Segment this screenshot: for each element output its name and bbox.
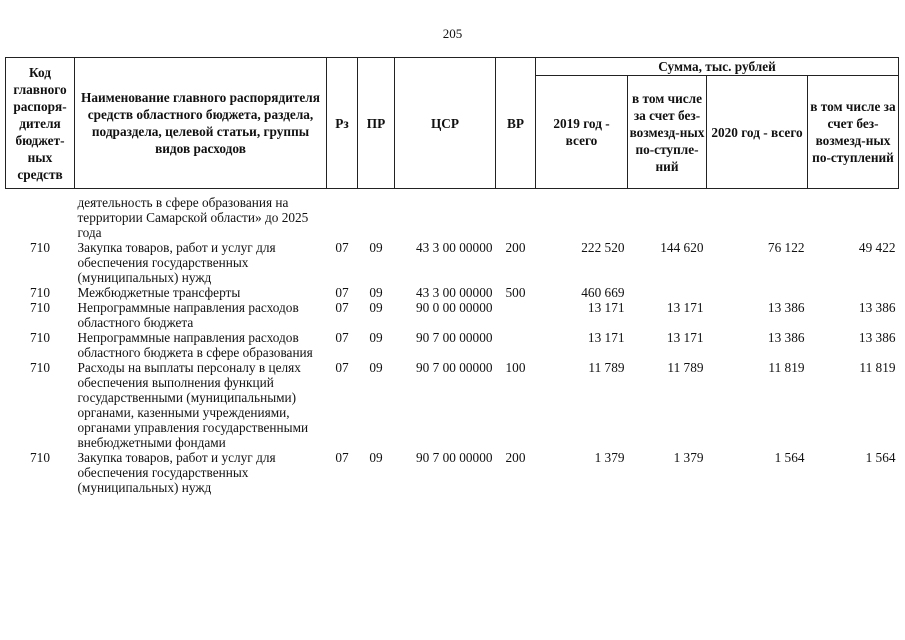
- row-code: 710: [30, 360, 50, 375]
- row-2020-free: 11 819: [859, 360, 896, 375]
- row-csr: [395, 195, 496, 240]
- row-vr: 100: [505, 360, 526, 375]
- header-code: Код главного распоря-дителя бюджет-ных средств: [6, 58, 75, 189]
- row-vr: 200: [505, 450, 526, 465]
- row-2020-free: 1 564: [865, 450, 896, 465]
- header-csr: ЦСР: [395, 58, 496, 189]
- row-2019-total: 222 520: [581, 240, 625, 255]
- header-2019-free: в том числе за счет без-возмезд-ных по-ступле-ний: [628, 76, 707, 189]
- row-name: деятельность в сфере образования на территории Самарской области» до 2025 года: [77, 195, 309, 240]
- row-pr: 09: [369, 285, 383, 300]
- header-vr: ВР: [496, 58, 536, 189]
- row-2019-total: 460 669: [581, 285, 625, 300]
- page-number: 205: [442, 26, 463, 41]
- header-2020-free: в том числе за счет без-возмезд-ных по-ступлений: [808, 76, 899, 189]
- row-rz: 07: [335, 360, 349, 375]
- row-csr: 90 7 00 00000: [416, 330, 493, 345]
- row-code: 710: [30, 330, 50, 345]
- row-vr: [496, 300, 536, 330]
- row-csr: 43 3 00 00000: [416, 240, 493, 255]
- row-2019-free: [628, 285, 707, 300]
- row-pr: 09: [369, 360, 383, 375]
- row-csr: 90 7 00 00000: [416, 450, 493, 465]
- row-2020-total: [707, 195, 808, 240]
- row-rz: 07: [335, 300, 349, 315]
- table-row: [6, 195, 899, 240]
- row-2019-total: 13 171: [587, 330, 625, 345]
- table-row: [6, 285, 899, 300]
- row-2020-total: [707, 285, 808, 300]
- header-rz: Рз: [327, 58, 358, 189]
- row-rz: 07: [335, 285, 349, 300]
- row-2019-total: 13 171: [587, 300, 625, 315]
- row-2019-total: 11 789: [588, 360, 625, 375]
- row-csr: 90 7 00 00000: [416, 360, 493, 375]
- row-2019-total: [536, 195, 628, 240]
- row-2020-free: [808, 285, 899, 300]
- header-2019-total: 2019 год - всего: [536, 76, 628, 189]
- row-code: 710: [30, 285, 50, 300]
- header-name: Наименование главного распорядителя средств областного бюджета, раздела, подраздела, целевой статьи, группы видов расходов: [75, 58, 327, 189]
- row-2020-total: 13 386: [767, 330, 805, 345]
- row-2019-free: [628, 195, 707, 240]
- row-rz: [327, 195, 358, 240]
- table-row: [6, 450, 899, 495]
- row-code: 710: [30, 300, 50, 315]
- row-vr: [496, 330, 536, 360]
- row-pr: 09: [369, 450, 383, 465]
- row-code: 710: [30, 450, 50, 465]
- table-header: [6, 58, 899, 189]
- row-name: Непрограммные направления расходов областного бюджета в сфере образования: [77, 330, 313, 360]
- row-2020-free: [808, 195, 899, 240]
- row-vr: 500: [505, 285, 526, 300]
- row-2019-free: 13 171: [666, 300, 704, 315]
- row-2020-total: 1 564: [774, 450, 805, 465]
- row-rz: 07: [335, 330, 349, 345]
- row-code: 710: [30, 240, 50, 255]
- header-sum-group: Сумма, тыс. рублей: [536, 58, 899, 76]
- row-rz: 07: [335, 240, 349, 255]
- header-pr: ПР: [358, 58, 395, 189]
- row-2020-total: 13 386: [767, 300, 805, 315]
- table-body: [6, 189, 899, 496]
- row-2019-free: 1 379: [673, 450, 704, 465]
- row-2020-free: 13 386: [858, 300, 896, 315]
- table-row: [6, 240, 899, 285]
- row-name: Расходы на выплаты персоналу в целях обеспечения выполнения функций государственными (муниципальными) органами, казенными учреждениями, органами управления государственными внебюджетными фондами: [77, 360, 309, 450]
- row-name: Закупка товаров, работ и услуг для обеспечения государственных (муниципальных) нужд: [77, 450, 276, 495]
- row-pr: 09: [369, 330, 383, 345]
- row-2019-free: 144 620: [660, 240, 704, 255]
- row-2019-free: 13 171: [666, 330, 704, 345]
- table-row: [6, 300, 899, 330]
- row-csr: 90 0 00 00000: [416, 300, 493, 315]
- row-csr: 43 3 00 00000: [416, 285, 493, 300]
- row-2019-total: 1 379: [594, 450, 625, 465]
- row-name: Закупка товаров, работ и услуг для обеспечения государственных (муниципальных) нужд: [77, 240, 276, 285]
- row-2020-free: 49 422: [858, 240, 896, 255]
- table-row: [6, 330, 899, 360]
- row-vr: [496, 195, 536, 240]
- header-2020-total: 2020 год - всего: [707, 76, 808, 189]
- row-2020-total: 11 819: [768, 360, 805, 375]
- row-2020-free: 13 386: [858, 330, 896, 345]
- budget-table: [5, 57, 899, 495]
- row-code: [6, 195, 75, 240]
- row-vr: 200: [505, 240, 526, 255]
- row-pr: 09: [369, 240, 383, 255]
- row-name: Межбюджетные трансферты: [77, 285, 241, 300]
- table-row: [6, 360, 899, 450]
- row-pr: 09: [369, 300, 383, 315]
- row-2019-free: 11 789: [667, 360, 704, 375]
- row-name: Непрограммные направления расходов областного бюджета: [77, 300, 299, 330]
- row-rz: 07: [335, 450, 349, 465]
- row-2020-total: 76 122: [767, 240, 805, 255]
- row-pr: [358, 195, 395, 240]
